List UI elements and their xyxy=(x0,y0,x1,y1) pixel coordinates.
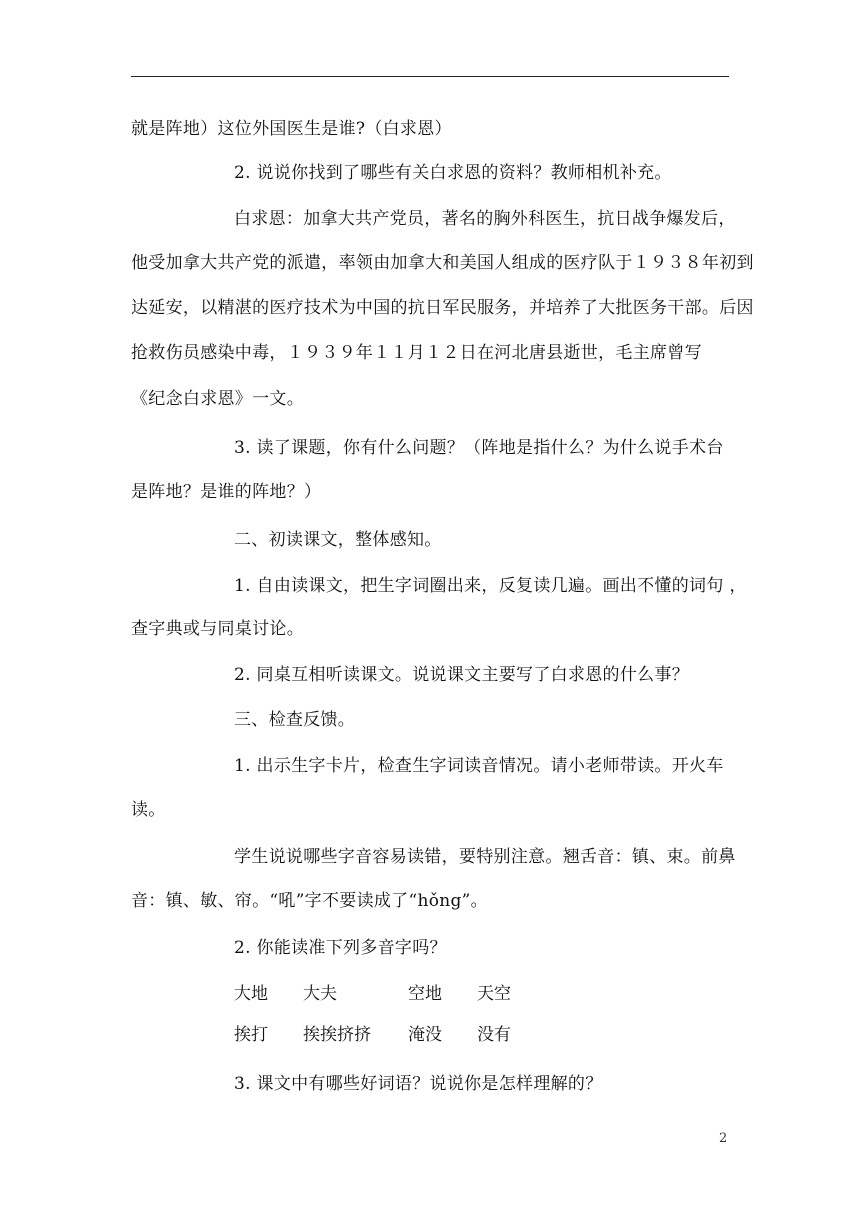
section-heading: 三、检查反馈。 xyxy=(234,710,356,730)
text-line: 3. 读了课题，你有什么问题？（阵地是指什么？为什么说手术台 xyxy=(234,438,724,458)
text-line: 《纪念白求恩》一文。 xyxy=(131,389,304,409)
text-line: 是阵地？是谁的阵地？） xyxy=(131,482,322,502)
polyphone-word: 挨挨挤挤 xyxy=(303,1025,371,1045)
text-line: 音：镇、敏、帘。“吼”字不要读成了“hǒng”。 xyxy=(131,891,488,911)
text-line: 抢救伤员感染中毒，１９３９年１１月１２日在河北唐县逝世，毛主席曾写 xyxy=(131,343,702,363)
polyphone-word: 天空 xyxy=(477,984,511,1004)
polyphone-word: 大地 xyxy=(234,984,268,1004)
section-heading: 二、初读课文，整体感知。 xyxy=(234,530,442,550)
text-line: 3. 课文中有哪些好词语？说说你是怎样理解的？ xyxy=(234,1074,603,1094)
polyphone-word: 大夫 xyxy=(303,984,337,1004)
text-line: 达延安，以精湛的医疗技术为中国的抗日军民服务，并培养了大批医务干部。后因 xyxy=(131,298,754,318)
polyphone-word: 空地 xyxy=(408,984,442,1004)
header-rule xyxy=(131,76,729,77)
text-line: 白求恩：加拿大共产党员，著名的胸外科医生，抗日战争爆发后， xyxy=(234,209,736,229)
polyphone-word: 挨打 xyxy=(234,1025,268,1045)
text-line: 就是阵地）这位外国医生是谁?（白求恩） xyxy=(131,119,452,139)
text-line: 1. 出示生字卡片，检查生字词读音情况。请小老师带读。开火车 xyxy=(234,756,724,776)
text-line: 查字典或与同桌讨论。 xyxy=(131,619,304,639)
text-line: 2. 同桌互相听读课文。说说课文主要写了白求恩的什么事？ xyxy=(234,665,690,685)
polyphone-word: 没有 xyxy=(477,1025,511,1045)
text-line: 他受加拿大共产党的派遣，率领由加拿大和美国人组成的医疗队于１９３８年初到 xyxy=(131,253,754,273)
text-line: 学生说说哪些字音容易读错，要特别注意。翘舌音：镇、束。前鼻 xyxy=(234,847,736,867)
text-line: 1. 自由读课文，把生字词圈出来，反复读几遍。画出不懂的词句 ， xyxy=(234,576,747,596)
text-line: 2. 说说你找到了哪些有关白求恩的资料？教师相机补充。 xyxy=(234,163,672,183)
text-line: 2. 你能读准下列多音字吗？ xyxy=(234,938,447,958)
page-number: 2 xyxy=(719,1131,728,1146)
polyphone-word: 淹没 xyxy=(408,1025,442,1045)
text-line: 读。 xyxy=(131,800,166,820)
